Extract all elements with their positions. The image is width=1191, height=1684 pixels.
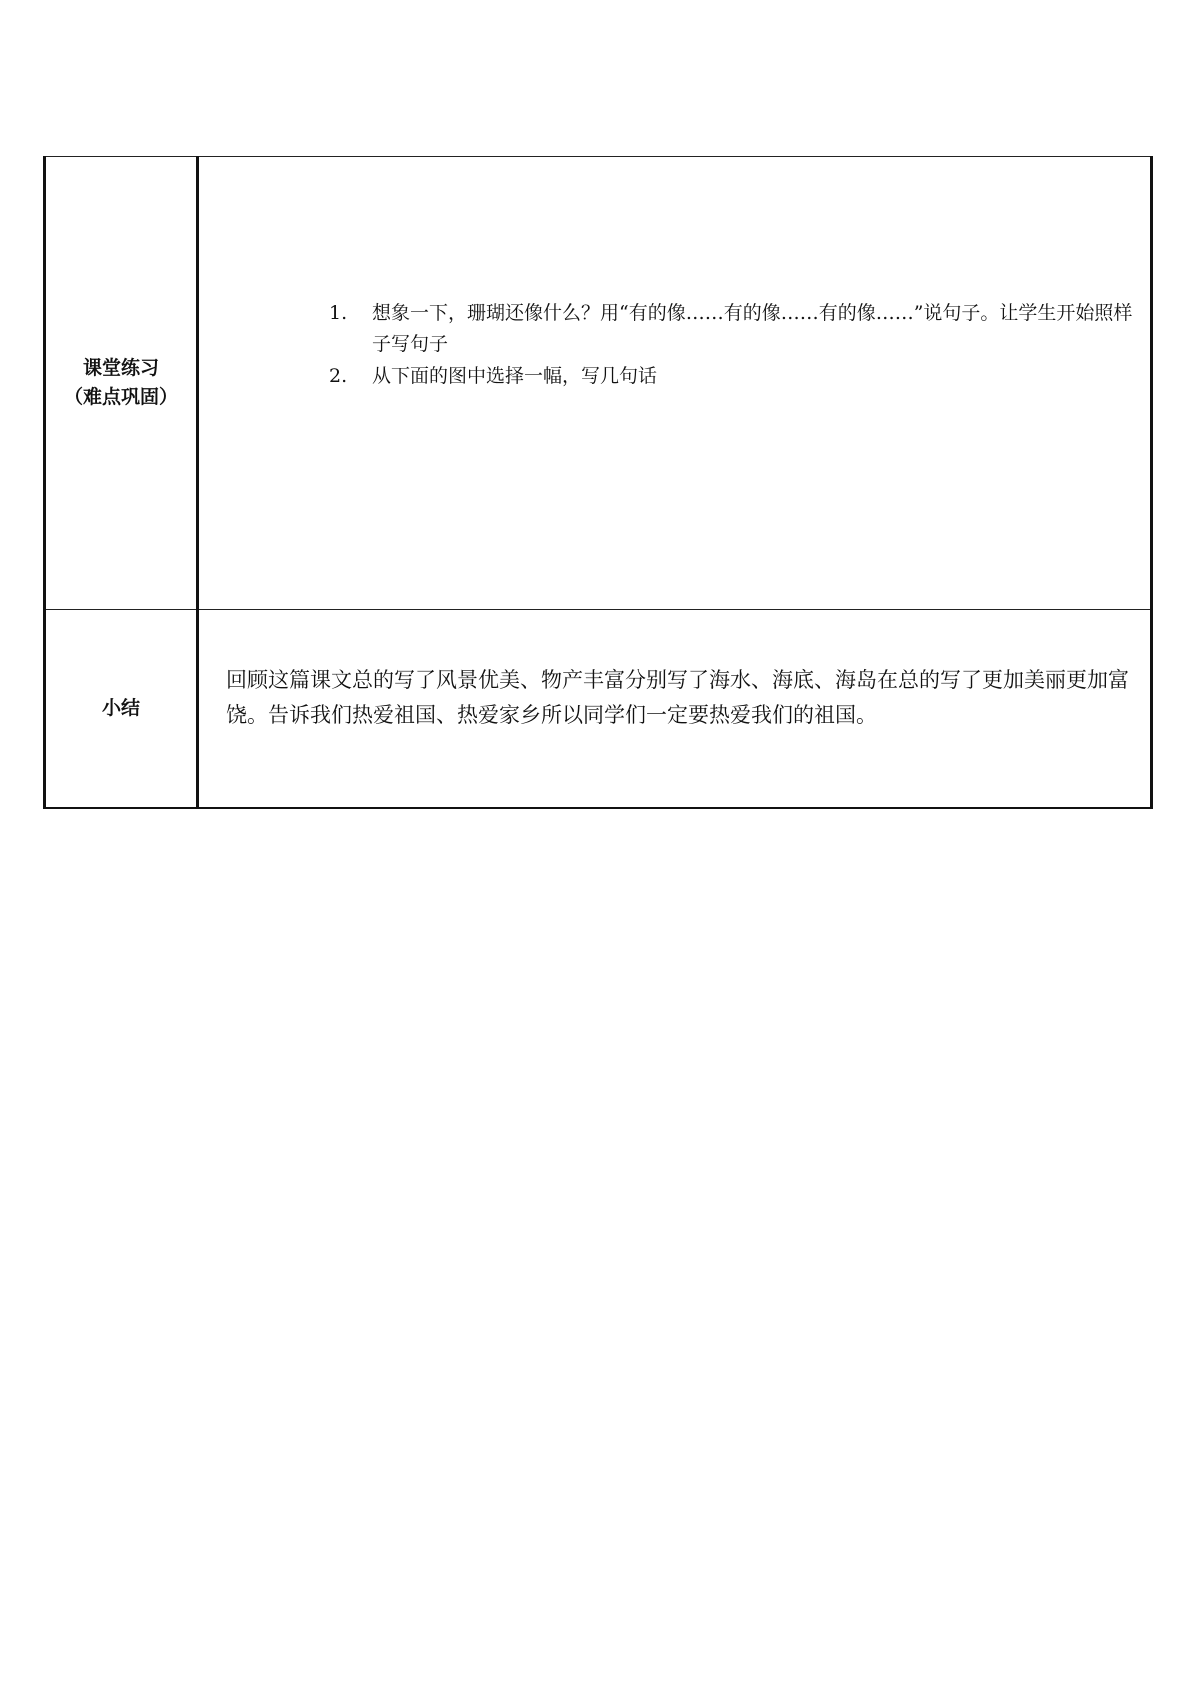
exercise-list xyxy=(199,298,1150,392)
summary-label: 小结 xyxy=(101,697,140,719)
exercise-text: 想象一下，珊瑚还像什么？用“有的像……有的像……有的像……”说句子。让学生开始照样子写句子 xyxy=(372,301,1133,355)
summary-content-cell xyxy=(198,610,1152,809)
summary-label-cell xyxy=(45,610,198,809)
practice-label-cell xyxy=(45,157,198,610)
practice-row xyxy=(45,157,1152,610)
practice-content-cell xyxy=(198,157,1152,610)
practice-label: 课堂练习 xyxy=(82,357,159,379)
exercise-item-2 xyxy=(329,361,1138,392)
summary-text: 回顾这篇课文总的写了风景优美、物产丰富分别写了海水、海底、海岛在总的写了更加美丽更加富饶。告诉我们热爱祖国、热爱家乡所以同学们一定要热爱我们的祖国。 xyxy=(226,667,1129,727)
exercise-item-1 xyxy=(329,298,1138,360)
exercise-text: 从下面的图中选择一幅，写几句话 xyxy=(372,364,658,387)
exercise-number: 2. xyxy=(329,364,348,387)
summary-row xyxy=(45,610,1152,809)
practice-sublabel: （难点巩固） xyxy=(63,386,178,408)
exercise-number: 1. xyxy=(329,301,348,324)
lesson-plan-table xyxy=(43,156,1153,809)
